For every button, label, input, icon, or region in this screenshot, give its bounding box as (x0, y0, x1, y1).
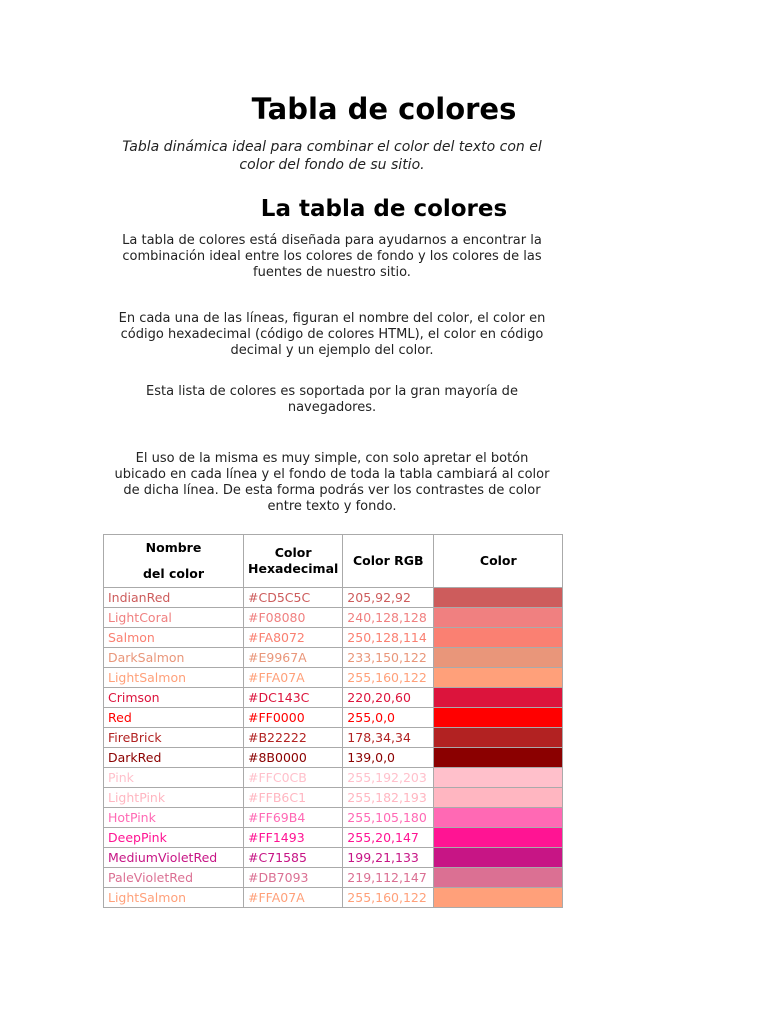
table-row[interactable] (104, 728, 563, 748)
color-table (103, 534, 563, 908)
color-name-cell: DarkSalmon (104, 648, 244, 668)
header-name-line1: Nombre (145, 540, 202, 555)
color-swatch[interactable] (434, 888, 563, 908)
table-row[interactable] (104, 788, 563, 808)
columns-paragraph: En cada una de las líneas, figuran el nombre del color, el color en código hexadecimal (código de colores HTML), el color en código decimal y un ejemplo del color. (118, 311, 546, 358)
color-rgb-cell: 205,92,92 (343, 588, 434, 608)
color-name-cell: HotPink (104, 808, 244, 828)
color-swatch[interactable] (434, 768, 563, 788)
color-name-cell: IndianRed (104, 588, 244, 608)
header-color-hex: Color Hexadecimal (244, 535, 343, 588)
color-rgb-cell: 220,20,60 (343, 688, 434, 708)
color-name-cell: FireBrick (104, 728, 244, 748)
table-row[interactable] (104, 808, 563, 828)
color-rgb-cell: 199,21,133 (343, 848, 434, 868)
color-table-body (104, 588, 563, 908)
color-swatch[interactable] (434, 728, 563, 748)
table-row[interactable] (104, 608, 563, 628)
header-color-rgb: Color RGB (343, 535, 434, 588)
table-row[interactable] (104, 688, 563, 708)
table-row[interactable] (104, 828, 563, 848)
color-swatch[interactable] (434, 848, 563, 868)
color-hex-cell: #FF69B4 (244, 808, 343, 828)
color-name-cell: Crimson (104, 688, 244, 708)
table-row[interactable] (104, 628, 563, 648)
table-row[interactable] (104, 848, 563, 868)
color-name-cell: MediumVioletRed (104, 848, 244, 868)
color-rgb-cell: 255,20,147 (343, 828, 434, 848)
color-hex-cell: #F08080 (244, 608, 343, 628)
color-hex-cell: #DB7093 (244, 868, 343, 888)
table-row[interactable] (104, 768, 563, 788)
intro-paragraph: La tabla de colores está diseñada para ayudarnos a encontrar la combinación ideal entre los colores de fondo y los colores de las fuentes de nuestro sitio. (122, 233, 542, 280)
color-swatch[interactable] (434, 648, 563, 668)
page-subtitle: Tabla dinámica ideal para combinar el color del texto con el color del fondo de su sitio. (122, 139, 542, 173)
table-row[interactable] (104, 888, 563, 908)
color-swatch[interactable] (434, 668, 563, 688)
color-hex-cell: #C71585 (244, 848, 343, 868)
table-row[interactable] (104, 668, 563, 688)
color-name-cell: LightPink (104, 788, 244, 808)
color-rgb-cell: 233,150,122 (343, 648, 434, 668)
color-name-cell: DeepPink (104, 828, 244, 848)
color-swatch[interactable] (434, 868, 563, 888)
color-rgb-cell: 255,105,180 (343, 808, 434, 828)
color-hex-cell: #B22222 (244, 728, 343, 748)
header-color-name (104, 535, 244, 588)
color-hex-cell: #FF0000 (244, 708, 343, 728)
color-hex-cell: #FFA07A (244, 888, 343, 908)
color-hex-cell: #FFA07A (244, 668, 343, 688)
color-rgb-cell: 240,128,128 (343, 608, 434, 628)
color-hex-cell: #8B0000 (244, 748, 343, 768)
page-title: Tabla de colores (251, 92, 517, 126)
color-name-cell: PaleVioletRed (104, 868, 244, 888)
color-hex-cell: #FF1493 (244, 828, 343, 848)
color-rgb-cell: 255,192,203 (343, 768, 434, 788)
table-row[interactable] (104, 708, 563, 728)
color-name-cell: Red (104, 708, 244, 728)
table-row[interactable] (104, 868, 563, 888)
color-hex-cell: #E9967A (244, 648, 343, 668)
color-name-cell: Pink (104, 768, 244, 788)
color-name-cell: LightSalmon (104, 668, 244, 688)
color-name-cell: DarkRed (104, 748, 244, 768)
table-row[interactable] (104, 588, 563, 608)
header-name-line2: del color (142, 566, 205, 581)
color-swatch[interactable] (434, 808, 563, 828)
color-name-cell: Salmon (104, 628, 244, 648)
color-rgb-cell: 255,160,122 (343, 668, 434, 688)
color-hex-cell: #DC143C (244, 688, 343, 708)
color-hex-cell: #CD5C5C (244, 588, 343, 608)
color-rgb-cell: 219,112,147 (343, 868, 434, 888)
color-swatch[interactable] (434, 688, 563, 708)
color-hex-cell: #FFC0CB (244, 768, 343, 788)
color-name-cell: LightSalmon (104, 888, 244, 908)
color-rgb-cell: 178,34,34 (343, 728, 434, 748)
table-row[interactable] (104, 648, 563, 668)
table-header-row (104, 535, 563, 588)
color-hex-cell: #FFB6C1 (244, 788, 343, 808)
color-swatch[interactable] (434, 788, 563, 808)
browser-support-paragraph: Esta lista de colores es soportada por la gran mayoría de navegadores. (146, 384, 518, 415)
color-rgb-cell: 255,160,122 (343, 888, 434, 908)
usage-paragraph: El uso de la misma es muy simple, con solo apretar el botón ubicado en cada línea y el fondo de toda la tabla cambiará al color de dicha línea. De esta forma podrás ver los contrastes de color entre texto y fondo. (114, 451, 550, 514)
color-swatch[interactable] (434, 748, 563, 768)
color-swatch[interactable] (434, 628, 563, 648)
color-rgb-cell: 255,0,0 (343, 708, 434, 728)
color-swatch[interactable] (434, 828, 563, 848)
color-swatch[interactable] (434, 588, 563, 608)
color-swatch[interactable] (434, 608, 563, 628)
color-rgb-cell: 250,128,114 (343, 628, 434, 648)
section-title: La tabla de colores (260, 196, 508, 222)
color-rgb-cell: 255,182,193 (343, 788, 434, 808)
header-color-swatch: Color (434, 535, 563, 588)
color-name-cell: LightCoral (104, 608, 244, 628)
color-rgb-cell: 139,0,0 (343, 748, 434, 768)
table-row[interactable] (104, 748, 563, 768)
color-hex-cell: #FA8072 (244, 628, 343, 648)
color-swatch[interactable] (434, 708, 563, 728)
